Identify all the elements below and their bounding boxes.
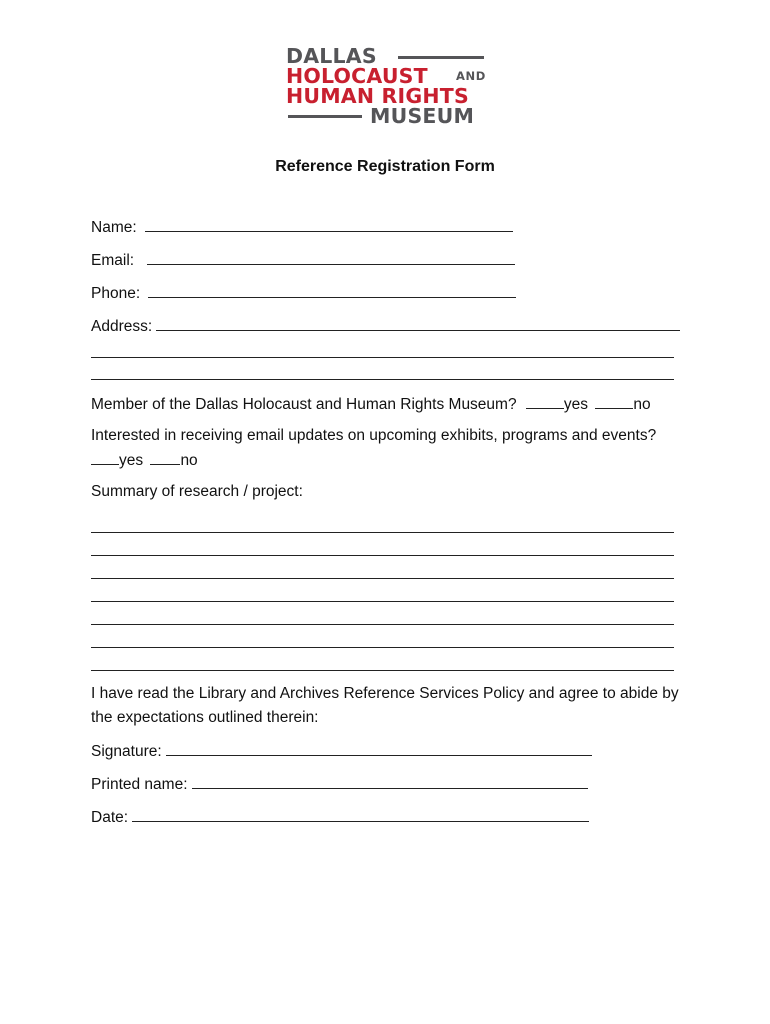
summary-field-line-2[interactable]: [91, 555, 674, 556]
updates-no-label: no: [180, 452, 198, 469]
logo-line-human-rights: HUMAN RIGHTS: [286, 84, 469, 108]
date-row: [91, 806, 589, 828]
logo-line-dallas: DALLAS: [286, 44, 377, 68]
date-label: Date:: [91, 809, 129, 826]
phone-label: Phone:: [91, 285, 141, 302]
name-field[interactable]: [145, 216, 513, 232]
agreement-text: I have read the Library and Archives Reference Services Policy and agree to abide by the expectations outlined therein:: [91, 685, 679, 726]
phone-row: [91, 282, 516, 304]
date-field[interactable]: [132, 806, 589, 822]
email-label: Email:: [91, 252, 135, 269]
printed-name-label: Printed name:: [91, 776, 188, 793]
logo-rule-top: [398, 56, 484, 59]
address-row: [91, 315, 680, 337]
address-field-line-2[interactable]: [91, 357, 674, 358]
name-label: Name:: [91, 219, 137, 236]
summary-label: Summary of research / project:: [91, 483, 303, 500]
member-yes-blank[interactable]: [526, 393, 564, 409]
email-field[interactable]: [147, 249, 515, 265]
member-question: Member of the Dallas Holocaust and Human Rights Museum?: [91, 396, 517, 413]
logo-and: AND: [456, 69, 486, 83]
updates-yes-label: yes: [119, 452, 144, 469]
address-field-line-1[interactable]: [156, 315, 680, 331]
address-label: Address:: [91, 318, 153, 335]
summary-field-line-3[interactable]: [91, 578, 674, 579]
summary-field-line-1[interactable]: [91, 532, 674, 533]
member-yes-label: yes: [563, 396, 589, 413]
form-title: Reference Registration Form: [275, 158, 495, 175]
updates-no-blank[interactable]: [150, 449, 180, 465]
signature-label: Signature:: [91, 743, 162, 760]
logo-line-museum: MUSEUM: [370, 104, 475, 128]
printed-name-field[interactable]: [192, 773, 588, 789]
name-row: [91, 216, 513, 238]
logo-rule-bottom: [288, 115, 362, 118]
logo-line-holocaust: HOLOCAUST: [286, 64, 428, 88]
summary-field-line-5[interactable]: [91, 624, 674, 625]
email-row: [91, 249, 515, 271]
member-no-blank[interactable]: [595, 393, 633, 409]
museum-logo: [286, 44, 486, 128]
address-field-line-3[interactable]: [91, 379, 674, 380]
member-row: [91, 393, 651, 415]
signature-field[interactable]: [166, 740, 592, 756]
phone-field[interactable]: [148, 282, 516, 298]
summary-field-line-4[interactable]: [91, 601, 674, 602]
updates-yes-blank[interactable]: [91, 449, 119, 465]
summary-field-line-7[interactable]: [91, 670, 674, 671]
updates-question: Interested in receiving email updates on upcoming exhibits, programs and events?: [91, 427, 657, 444]
member-no-label: no: [633, 396, 651, 413]
printed-name-row: [91, 773, 588, 795]
summary-field-line-6[interactable]: [91, 647, 674, 648]
signature-row: [91, 740, 592, 762]
updates-answer-row: [91, 449, 198, 471]
